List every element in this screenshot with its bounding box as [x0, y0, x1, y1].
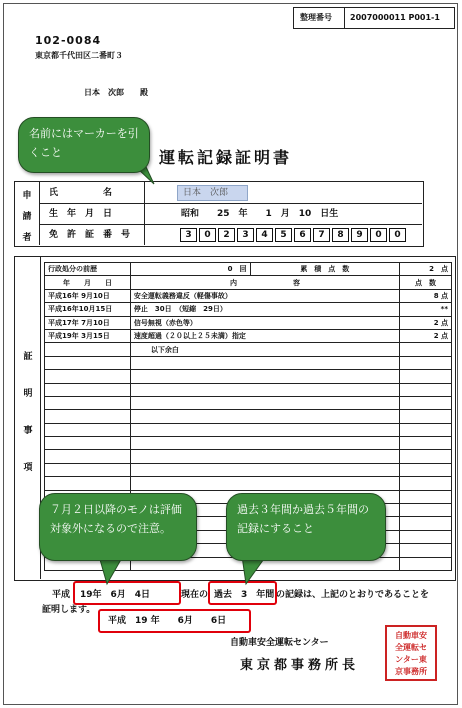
- table-row: [45, 289, 452, 302]
- dob-value: 昭和 25 年 1 月 10 日生: [181, 209, 339, 219]
- table-row: [45, 303, 452, 316]
- name-value: 日本 次郎: [183, 188, 229, 198]
- dob-label: 生 年 月 日: [49, 209, 113, 219]
- license-digit: 2: [218, 228, 235, 242]
- row-date: 平成17年 7月10日: [45, 316, 131, 329]
- official-seal: [385, 625, 437, 681]
- table-row: [45, 316, 452, 329]
- reference-box: [293, 7, 455, 29]
- header-row: [45, 276, 452, 289]
- seal-line: 自動車安: [395, 631, 427, 640]
- issue-date-highlight-box: [98, 609, 251, 633]
- annotation-bubble-period: 過去３年間か過去５年間の記録にすること: [226, 493, 386, 561]
- empty-row: [45, 370, 452, 383]
- cert-tail: の記録は、上記のとおりであることを: [276, 590, 430, 600]
- applicant-section: [14, 181, 424, 247]
- license-digit: 3: [237, 228, 254, 242]
- empty-row: [45, 477, 452, 490]
- date-header: 年 月 日: [45, 276, 131, 289]
- license-digit: 4: [256, 228, 273, 242]
- empty-row: [45, 396, 452, 409]
- document-title: 運転記録証明書: [159, 148, 293, 167]
- row-points: 2 点: [400, 316, 452, 329]
- applicant-char-1: 申: [22, 191, 32, 201]
- empty-row: [45, 423, 452, 436]
- row-points: [400, 343, 452, 356]
- certificate-document: [3, 3, 458, 705]
- row-content: 速度超過（２０以上２５未満）指定: [130, 329, 399, 342]
- annotation-bubble-marker: 名前にはマーカーを引くこと: [18, 117, 150, 173]
- issuer-center: 自動車安全運転センター: [230, 638, 329, 648]
- license-digit: 6: [294, 228, 311, 242]
- license-digit: 3: [180, 228, 197, 242]
- address-line: 東京都千代田区二番町３: [35, 51, 123, 60]
- seal-line: 全運転セ: [395, 643, 427, 652]
- cert-period: 過去 3 年間: [214, 590, 275, 600]
- record-char-1: 証: [23, 352, 33, 362]
- applicant-char-3: 者: [22, 233, 32, 243]
- empty-row: [45, 383, 452, 396]
- license-digit: 8: [332, 228, 349, 242]
- license-digit: 0: [199, 228, 216, 242]
- license-digit: 9: [351, 228, 368, 242]
- applicant-char-2: 請: [22, 212, 32, 222]
- row-points: 8 点: [400, 289, 452, 302]
- table-row: [45, 343, 452, 356]
- points-header: 点 数: [400, 276, 452, 289]
- license-digits: [180, 228, 412, 242]
- prior-value: 0 回: [130, 263, 250, 276]
- row-date: 平成19年 3月15日: [45, 329, 131, 342]
- row-content: 安全運転義務違反（軽傷事故）: [130, 289, 399, 302]
- points-label: 累 積 点 数: [250, 263, 400, 276]
- record-char-2: 明: [23, 389, 33, 399]
- row-points: 2 点: [400, 329, 452, 342]
- license-digit: 0: [389, 228, 406, 242]
- license-digit: 5: [275, 228, 292, 242]
- cert-mid: 現在の: [181, 590, 209, 600]
- content-header: 内 容: [130, 276, 399, 289]
- cert-era: 平成: [52, 590, 71, 600]
- license-digit: 0: [370, 228, 387, 242]
- row-date: 平成16年 9月10日: [45, 289, 131, 302]
- seal-line: 京事務所: [395, 667, 427, 676]
- reference-label: 整理番号: [300, 13, 332, 22]
- empty-row: [45, 463, 452, 476]
- row-content: 以下余白: [130, 343, 399, 356]
- recipient-name: 日本 次郎 殿: [84, 88, 148, 97]
- license-digit: 7: [313, 228, 330, 242]
- issuer-office: 東京都事務所長: [240, 658, 360, 673]
- points-value: 2 点: [400, 263, 452, 276]
- cert-line2: 証明します。: [42, 605, 96, 615]
- postal-code: 102-0084: [35, 34, 102, 47]
- row-date: 平成16年10月15日: [45, 303, 131, 316]
- record-char-3: 事: [23, 426, 33, 436]
- empty-row: [45, 437, 452, 450]
- row-content: 信号無視（赤色等）: [130, 316, 399, 329]
- seal-line: ンター東: [395, 655, 427, 664]
- empty-row: [45, 450, 452, 463]
- annotation-bubble-date: ７月２日以降のモノは評価対象外になるので注意。: [39, 493, 197, 561]
- table-row: [45, 329, 452, 342]
- reference-value: 2007000011 P001-1: [350, 13, 440, 22]
- empty-row: [45, 410, 452, 423]
- row-points: **: [400, 303, 452, 316]
- prior-label: 行政処分の前歴: [45, 263, 131, 276]
- cert-date: 19年 6月 4日: [80, 590, 151, 600]
- name-label: 氏 名: [49, 188, 113, 198]
- row-date: [45, 343, 131, 356]
- record-char-4: 項: [23, 463, 33, 473]
- empty-row: [45, 356, 452, 369]
- row-content: 停止 30日 （短縮 29日）: [130, 303, 399, 316]
- summary-row: [45, 263, 452, 276]
- license-label: 免 許 証 番 号: [49, 230, 131, 240]
- issue-date: 平成 19 年 6月 6日: [108, 616, 227, 626]
